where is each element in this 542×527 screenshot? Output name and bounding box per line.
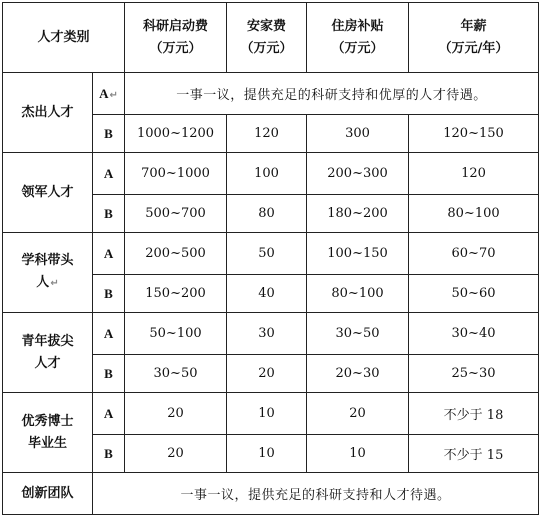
cell-settling-fee: 10 bbox=[227, 393, 307, 435]
cell-settling-fee: 30 bbox=[227, 313, 307, 355]
level-label: A bbox=[99, 85, 109, 101]
category-outstanding-phd bbox=[3, 393, 93, 473]
category-label-line2: 人 bbox=[36, 275, 50, 290]
level-cell bbox=[93, 355, 125, 393]
header-settling-fee bbox=[227, 3, 307, 73]
level-label: A bbox=[103, 165, 114, 181]
header-category-label: 人才类别 bbox=[37, 29, 90, 45]
cell-housing-subsidy: 20~30 bbox=[307, 355, 409, 393]
paragraph-mark: ↵ bbox=[50, 278, 59, 289]
level-label: B bbox=[104, 125, 113, 141]
level-label: B bbox=[104, 365, 113, 381]
category-label-line1: 青年拔尖 bbox=[21, 333, 74, 349]
cell-startup-fund: 30~50 bbox=[125, 355, 227, 393]
header-annual-salary bbox=[409, 3, 539, 73]
cell-startup-fund: 150~200 bbox=[125, 275, 227, 313]
talent-compensation-table bbox=[2, 2, 539, 515]
cell-settling-fee: 100 bbox=[227, 153, 307, 195]
header-housing-subsidy-label: 住房补贴 bbox=[331, 18, 384, 34]
category-label: 创新团队 bbox=[21, 485, 74, 501]
header-annual-salary-label: 年薪 bbox=[460, 18, 487, 34]
cell-startup-fund: 20 bbox=[125, 435, 227, 473]
category-label-line1: 学科带头 bbox=[21, 253, 74, 268]
header-housing-subsidy bbox=[307, 3, 409, 73]
cell-housing-subsidy: 100~150 bbox=[307, 233, 409, 275]
level-label: A bbox=[103, 325, 114, 341]
cell-housing-subsidy: 200~300 bbox=[307, 153, 409, 195]
table-row bbox=[3, 313, 539, 355]
cell-housing-subsidy: 300 bbox=[307, 115, 409, 153]
level-cell bbox=[93, 275, 125, 313]
table-row bbox=[3, 73, 539, 115]
cell-housing-subsidy: 30~50 bbox=[307, 313, 409, 355]
category-label-line1: 优秀博士 bbox=[21, 413, 74, 429]
cell-startup-fund: 200~500 bbox=[125, 233, 227, 275]
cell-settling-fee: 20 bbox=[227, 355, 307, 393]
cell-settling-fee: 120 bbox=[227, 115, 307, 153]
level-cell bbox=[93, 195, 125, 233]
category-label: 杰出人才 bbox=[21, 104, 74, 120]
level-label: B bbox=[104, 205, 113, 221]
cell-housing-subsidy: 20 bbox=[307, 393, 409, 435]
header-category bbox=[3, 3, 125, 73]
note-text: 一事一议，提供充足的科研支持和人才待遇。 bbox=[180, 488, 451, 503]
header-row bbox=[3, 3, 539, 73]
negotiated-note bbox=[125, 73, 539, 115]
cell-annual-salary: 不少于 18 bbox=[409, 393, 539, 435]
paragraph-mark: ↵ bbox=[109, 89, 118, 101]
negotiated-note bbox=[93, 473, 539, 515]
note-text: 一事一议，提供充足的科研支持和优厚的人才待遇。 bbox=[176, 88, 487, 103]
category-label-line2: 人才 bbox=[34, 355, 61, 371]
cell-annual-salary: 80~100 bbox=[409, 195, 539, 233]
cell-startup-fund: 50~100 bbox=[125, 313, 227, 355]
header-settling-fee-label: 安家费 bbox=[247, 18, 287, 34]
level-cell bbox=[93, 115, 125, 153]
level-label: B bbox=[104, 285, 113, 301]
level-cell bbox=[93, 393, 125, 435]
cell-housing-subsidy: 180~200 bbox=[307, 195, 409, 233]
level-label: B bbox=[104, 445, 113, 461]
level-label: A bbox=[103, 405, 114, 421]
cell-settling-fee: 50 bbox=[227, 233, 307, 275]
level-cell bbox=[93, 233, 125, 275]
cell-annual-salary: 120 bbox=[409, 153, 539, 195]
cell-housing-subsidy: 10 bbox=[307, 435, 409, 473]
category-leading bbox=[3, 153, 93, 233]
cell-annual-salary: 50~60 bbox=[409, 275, 539, 313]
table-row bbox=[3, 393, 539, 435]
level-cell bbox=[93, 313, 125, 355]
cell-settling-fee: 80 bbox=[227, 195, 307, 233]
category-label: 领军人才 bbox=[21, 184, 74, 200]
cell-settling-fee: 40 bbox=[227, 275, 307, 313]
table-row bbox=[3, 473, 539, 515]
category-young-top-talent bbox=[3, 313, 93, 393]
table-row bbox=[3, 233, 539, 275]
cell-annual-salary: 60~70 bbox=[409, 233, 539, 275]
cell-startup-fund: 700~1000 bbox=[125, 153, 227, 195]
cell-startup-fund: 20 bbox=[125, 393, 227, 435]
level-cell bbox=[93, 73, 125, 115]
category-innovation-team bbox=[3, 473, 93, 515]
cell-annual-salary: 25~30 bbox=[409, 355, 539, 393]
category-discipline-leader bbox=[3, 233, 93, 313]
category-label-line2: 毕业生 bbox=[27, 435, 67, 451]
cell-startup-fund: 500~700 bbox=[125, 195, 227, 233]
header-startup-fund-label: 科研启动费 bbox=[143, 18, 209, 34]
cell-annual-salary: 120~150 bbox=[409, 115, 539, 153]
header-settling-fee-unit: （万元） bbox=[240, 40, 293, 56]
cell-housing-subsidy: 80~100 bbox=[307, 275, 409, 313]
level-cell bbox=[93, 435, 125, 473]
header-startup-fund-unit: （万元） bbox=[149, 40, 202, 56]
level-cell bbox=[93, 153, 125, 195]
cell-startup-fund: 1000~1200 bbox=[125, 115, 227, 153]
header-housing-subsidy-unit: （万元） bbox=[331, 40, 384, 56]
cell-annual-salary: 30~40 bbox=[409, 313, 539, 355]
category-outstanding bbox=[3, 73, 93, 153]
cell-annual-salary: 不少于 15 bbox=[409, 435, 539, 473]
level-label: A bbox=[103, 245, 114, 261]
table-row bbox=[3, 153, 539, 195]
header-startup-fund bbox=[125, 3, 227, 73]
cell-settling-fee: 10 bbox=[227, 435, 307, 473]
header-annual-salary-unit: （万元/年） bbox=[438, 40, 509, 56]
